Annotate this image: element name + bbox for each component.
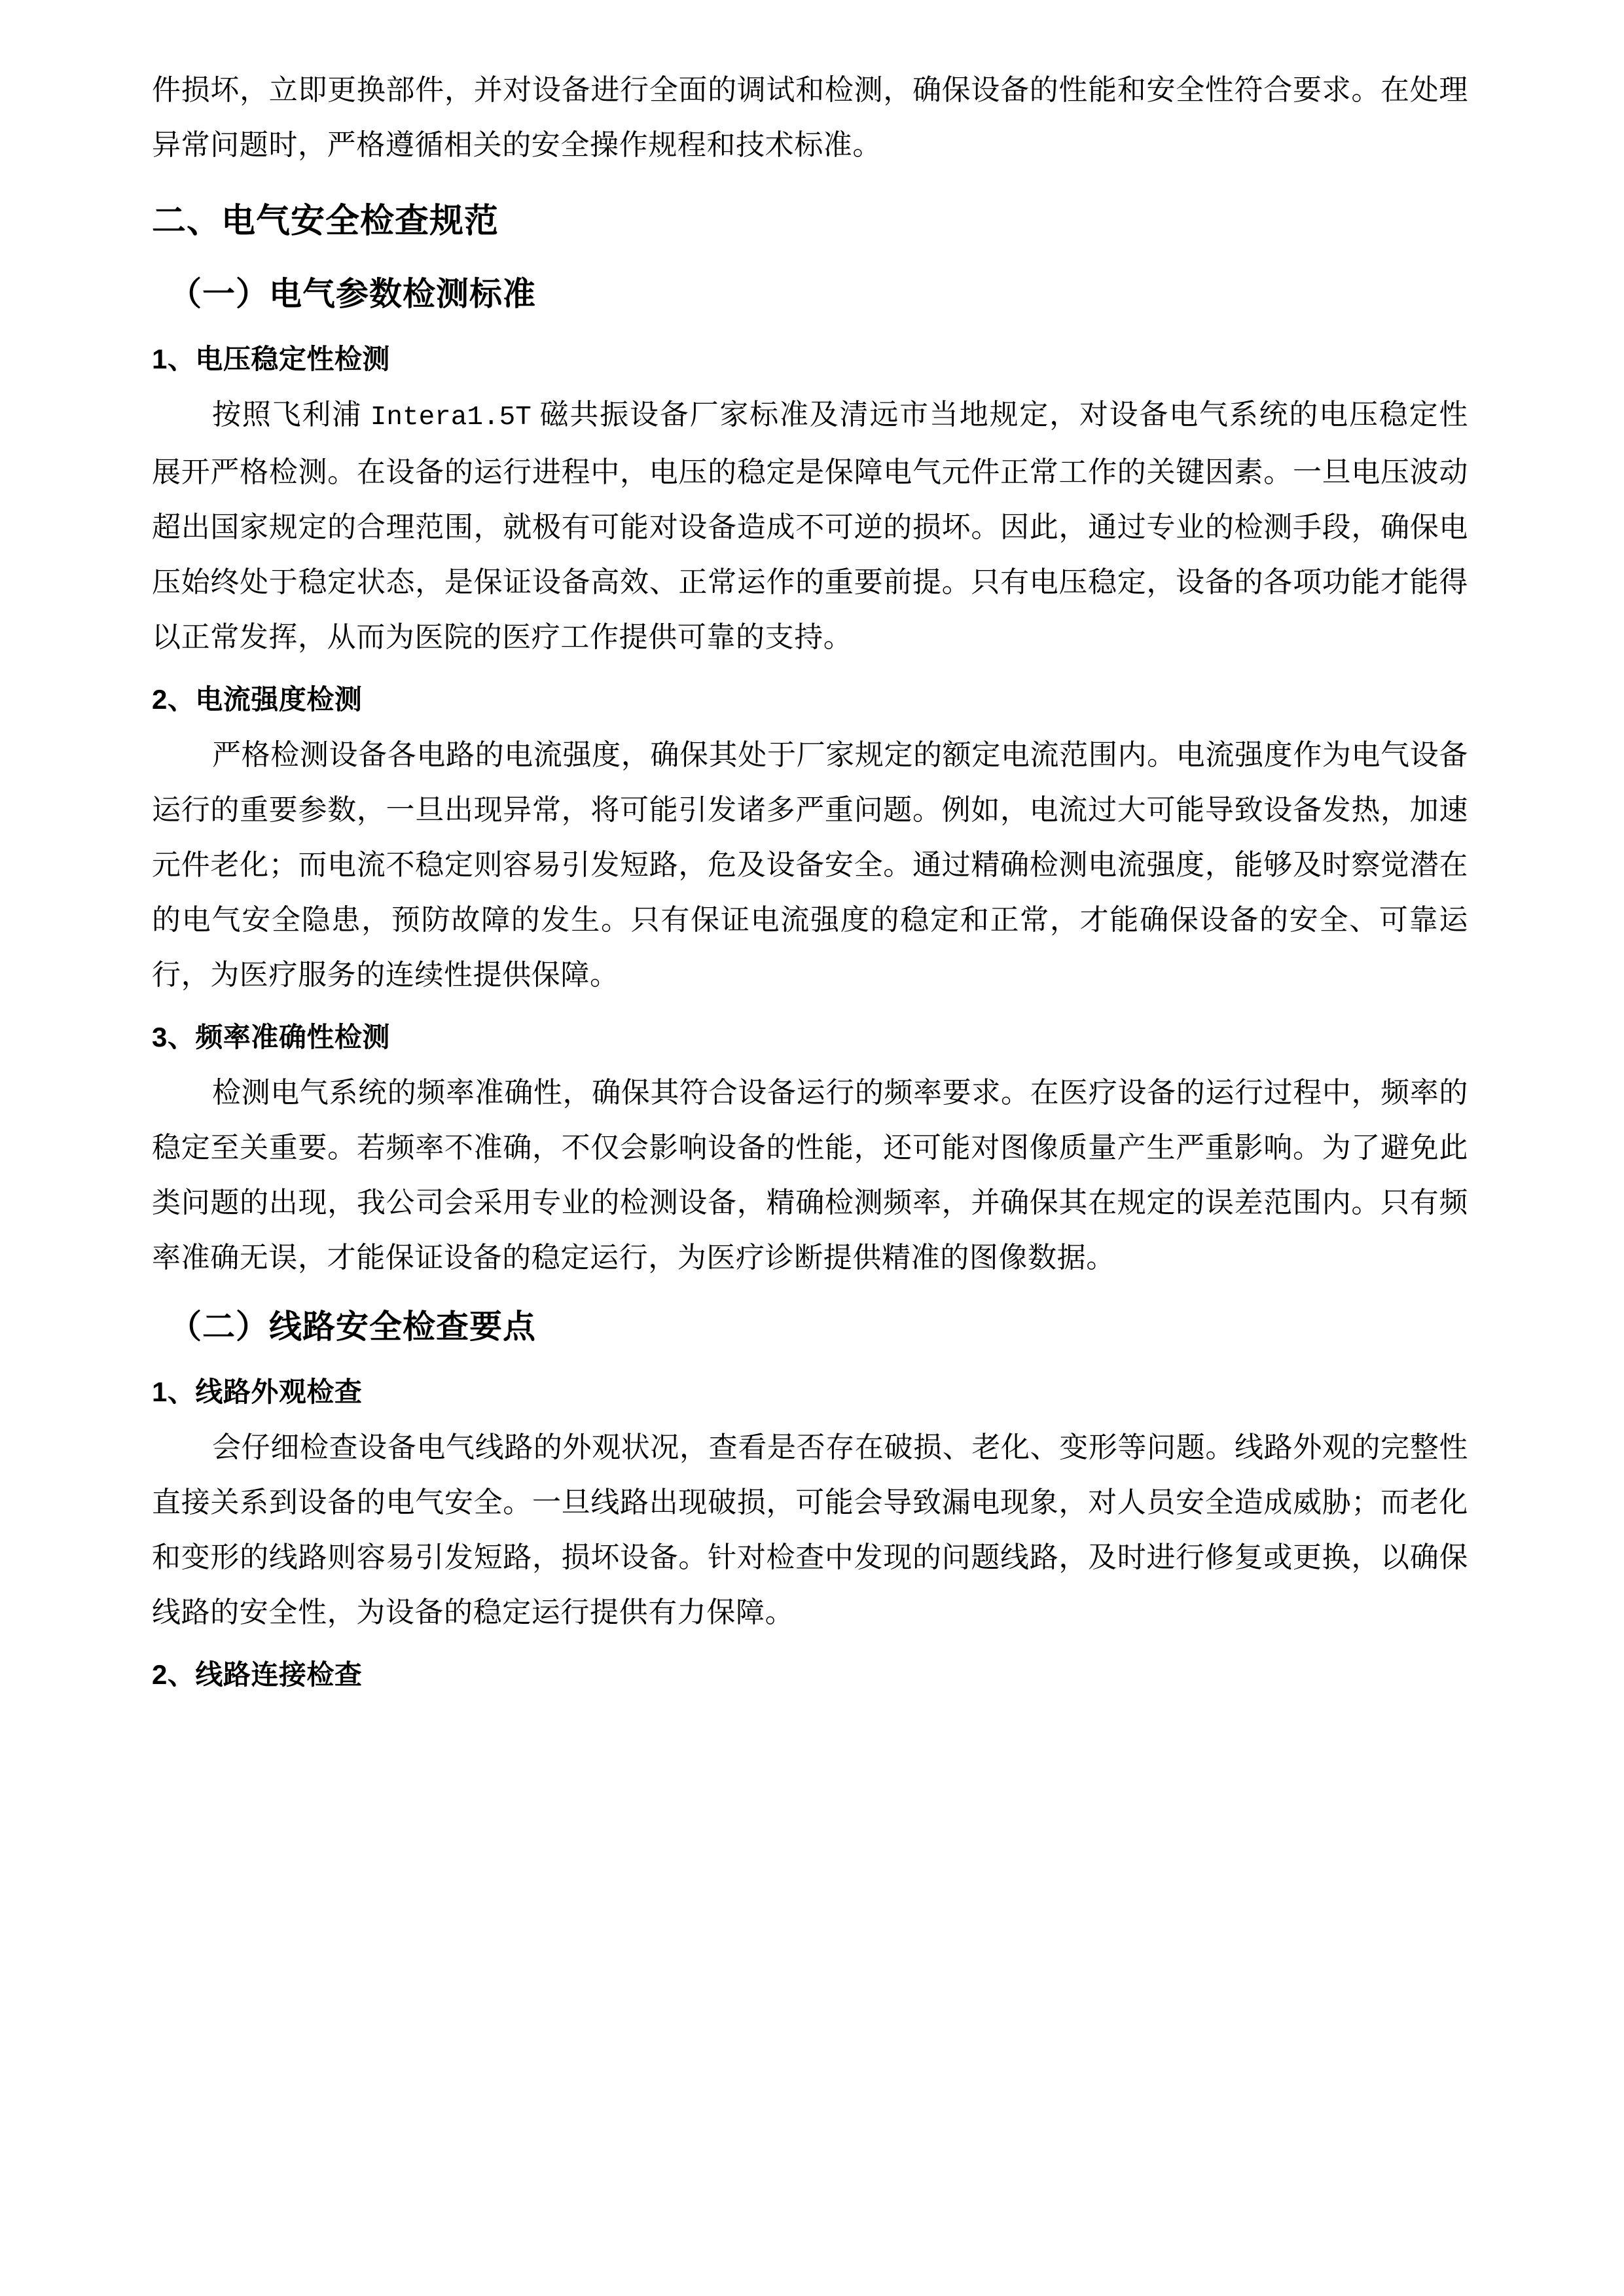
heading-circuit-connection-inspection: 2、线路连接检查 — [152, 1659, 363, 1690]
heading-current-intensity-testing: 2、电流强度检测 — [152, 684, 363, 715]
paragraph-voltage-stability-testing — [152, 387, 1468, 665]
text-run: 磁共振设备厂家标准及清远市当地规定，对设备电气系统的电压稳定性展开严格检测。在设备的运行进程中，电压的稳定是保障电气元件正常工作的关键因素。一旦电压波动超出国家规定的合理范围，就极有可能对设备造成不可逆的损坏。因此，通过专业的检测手段，确保电压始终处于稳定状态，是保证设备高效、正常运作的重要前提。只有电压稳定，设备的各项功能才能得以正常发挥，从而为医院的医疗工作提供可靠的支持。 — [152, 399, 1468, 653]
document-content — [152, 63, 1468, 1702]
paragraph-circuit-appearance-inspection: 会仔细检查设备电气线路的外观状况，查看是否存在破损、老化、变形等问题。线路外观的完整性直接关系到设备的电气安全。一旦线路出现破损，可能会导致漏电现象，对人员安全造成威胁；而老化和变形的线路则容易引发短路，损坏设备。针对检查中发现的问题线路，及时进行修复或更换，以确保线路的安全性，为设备的稳定运行提供有力保障。 — [152, 1431, 1468, 1628]
heading-electrical-safety-inspection-spec: 二、电气安全检查规范 — [152, 202, 499, 240]
paragraph-frequency-accuracy-testing: 检测电气系统的频率准确性，确保其符合设备运行的频率要求。在医疗设备的运行过程中，频率的稳定至关重要。若频率不准确，不仅会影响设备的性能，还可能对图像质量产生严重影响。为了避免此类问题的出现，我公司会采用专业的检测设备，精确检测频率，并确保其在规定的误差范围内。只有频率准确无误，才能保证设备的稳定运行，为医疗诊断提供精准的图像数据。 — [152, 1077, 1468, 1274]
heading-circuit-appearance-inspection: 1、线路外观检查 — [152, 1376, 363, 1407]
paragraph-current-intensity-testing: 严格检测设备各电路的电流强度，确保其处于厂家规定的额定电流范围内。电流强度作为电气设备运行的重要参数，一旦出现异常，将可能引发诸多严重问题。例如，电流过大可能导致设备发热，加速元件老化；而电流不稳定则容易引发短路，危及设备安全。通过精确检测电流强度，能够及时察觉潜在的电气安全隐患，预防故障的发生。只有保证电流强度的稳定和正常，才能确保设备的安全、可靠运行，为医疗服务的连续性提供保障。 — [152, 739, 1468, 991]
heading-electrical-parameter-testing-standard: （一）电气参数检测标准 — [169, 276, 536, 312]
text-run: 按照飞利浦 — [212, 399, 370, 431]
paragraph-continued-abnormal-handling: 件损坏，立即更换部件，并对设备进行全面的调试和检测，确保设备的性能和安全性符合要求。在处理异常问题时，严格遵循相关的安全操作规程和技术标准。 — [152, 74, 1468, 161]
heading-circuit-safety-inspection-points: （二）线路安全检查要点 — [169, 1308, 536, 1345]
heading-voltage-stability-testing: 1、电压稳定性检测 — [152, 344, 390, 374]
equipment-model-designation: Intera1.5T — [370, 403, 532, 433]
heading-frequency-accuracy-testing: 3、频率准确性检测 — [152, 1022, 390, 1052]
